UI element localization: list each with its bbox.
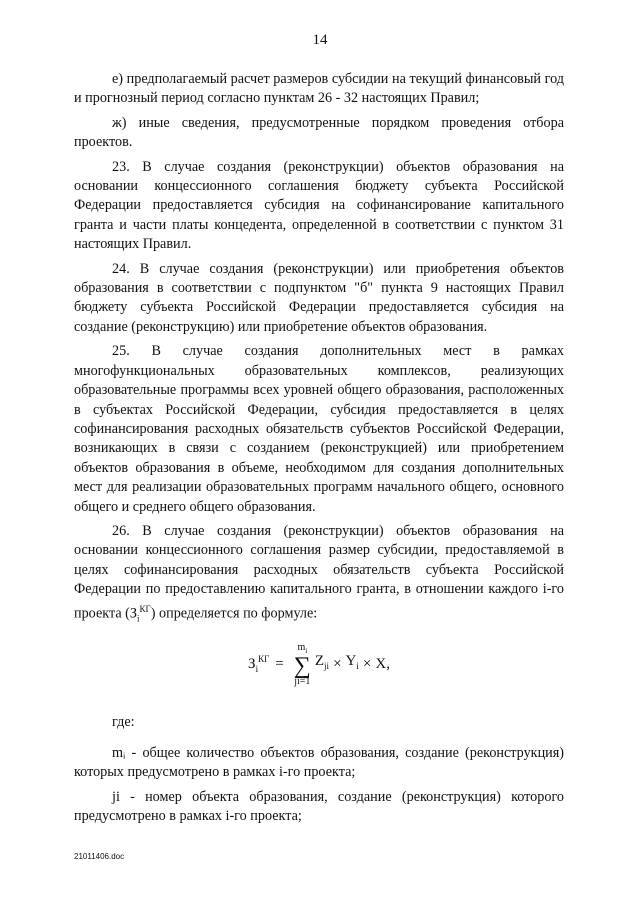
paragraph-26-text-after: ) определяется по формуле: <box>150 605 318 622</box>
formula-y-sub: i <box>356 661 359 672</box>
definition-mi <box>74 744 564 783</box>
formula-lhs-sub: i <box>255 663 259 674</box>
formula-z-main: Z <box>314 653 325 670</box>
definition-ji <box>74 788 564 827</box>
formula-equals: = <box>275 655 284 672</box>
sum-bottom: ji=1 <box>294 675 311 687</box>
formula-x: X <box>375 655 387 672</box>
page-number: 14 <box>312 32 328 48</box>
formula-z-sub: ji <box>324 661 330 672</box>
sum-top-sub: i <box>305 646 308 655</box>
document-body <box>74 70 564 832</box>
paragraph-26 <box>74 522 564 629</box>
where-label: где: <box>112 713 135 730</box>
definition-dash: - <box>130 788 135 805</box>
formula-y-main: Y <box>345 653 357 670</box>
paragraph-25: 25. В случае создания дополнительных мест в рамках многофункциональных образовательных комплексов, реализующих образовательные программы всех уровней общего образования, расположенных в субъектах Российской Федерации, субсидия предоставляется в целях софинансирования расходных обязательств субъектов Российской Федерации, возникающих в связи с созданием (реконструкцией) или приобретением объектов образования в объеме, необходимом для создания дополнительных мест для реализации образовательных программ начального общего, основного общего и среднего общего образования. <box>74 343 564 515</box>
formula-y <box>346 652 359 676</box>
sum-sign: ∑ <box>293 652 311 679</box>
definition-text: общее количество объектов образования, создание (реконструкция) которых предусмотрено в рамках i-го проекта; <box>74 744 565 781</box>
formula-times-1: × <box>333 655 342 672</box>
formula-z <box>315 652 329 676</box>
paragraph-e: е) предполагаемый расчет размеров субсидии на текущий финансовый год и прогнозный период согласно пунктам 26 - 32 настоящих Правил; <box>74 71 564 107</box>
symbol-sup: КГ <box>139 603 151 614</box>
definition-dash: - <box>131 744 137 761</box>
definition-term: ji <box>112 788 120 805</box>
formula-times-2: × <box>362 655 372 672</box>
paragraph-23: 23. В случае создания (реконструкции) объектов образования на основании концессионного соглашения бюджету субъекта Российской Федерации предоставляется субсидия на софинансирование капитального гранта и части платы концедента, определенной в соответствии с пунктом 31 настоящих Правил. <box>74 158 564 253</box>
definition-text: номер объекта образования, создание (реконструкция) которого предусмотрено в рамках i-го проекта; <box>74 788 565 825</box>
paragraph-26-text-before: 26. В случае создания (реконструкции) объектов образования на основании концессионного соглашения размер субсидии, предоставляемой в целях софинансирования расходных обязательств субъекта Российской Федерации по предоставлению капитального гранта, в отношении каждого i-го проекта ( <box>74 522 564 622</box>
formula <box>74 643 564 687</box>
symbol-main: З <box>129 605 138 622</box>
formula-lhs-sup: КГ <box>258 653 270 664</box>
formula-lhs-main: З <box>248 655 256 672</box>
sum-block <box>294 643 311 687</box>
formula-lhs <box>248 650 269 679</box>
symbol-sub: i <box>137 613 140 624</box>
paragraph-zh: ж) иные сведения, предусмотренные порядком проведения отбора проектов. <box>74 114 564 151</box>
definition-term: mᵢ <box>112 744 126 761</box>
formula-end: , <box>386 655 390 672</box>
paragraph-24: 24. В случае создания (реконструкции) или приобретения объектов образования в соответствии с подпунктом "б" пункта 9 настоящих Правил бюджету субъекта Российской Федерации предоставляется субсидия на создание (реконструкцию) или приобретение объектов образования. <box>74 260 564 335</box>
sum-top-m: m <box>297 641 306 653</box>
footer-doc-code: 21011406.doc <box>74 852 125 861</box>
